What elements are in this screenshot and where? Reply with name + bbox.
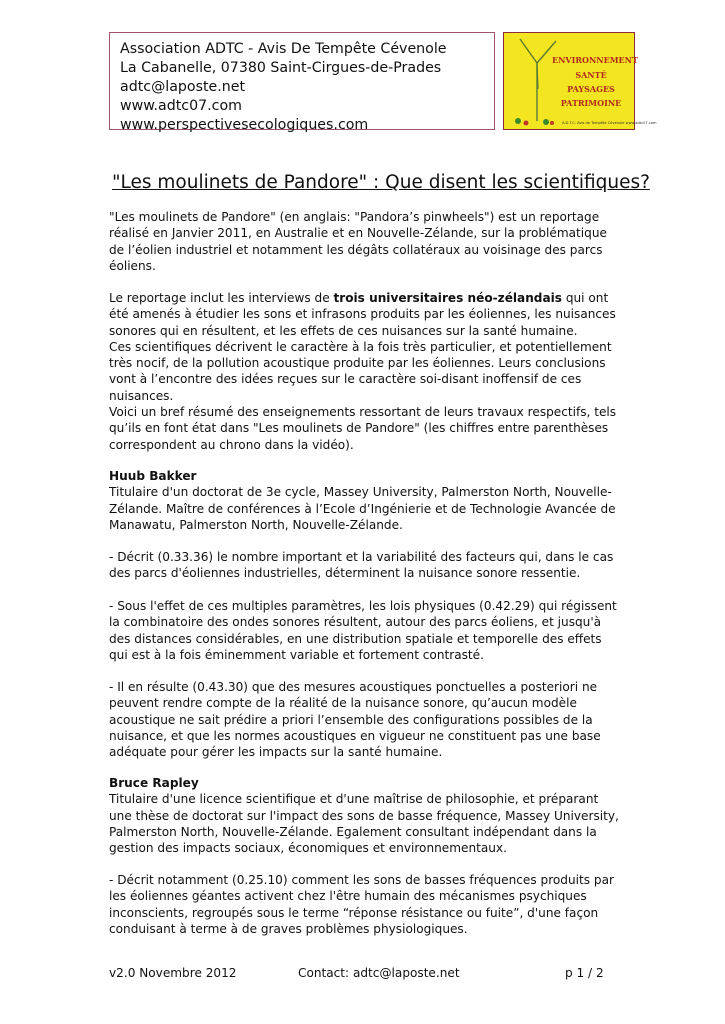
logo-text-paysages: PAYSAGES: [567, 84, 615, 94]
scientists-description: Ces scientifiques décrivent le caractère à la fois très particulier, et potentiellement très nocif, de la pollution acoustique produite par les éoliennes. Leurs conclusions vont à l’encontre des idées reçues sur le caractère soi-disant inoffensif de ces nuisances.: [109, 339, 612, 403]
summary-intro: Voici un bref résumé des enseignements ressortant de leurs travaux respectifs, tels qu’ils en font état dans "Les moulinets de Pandore" (les chiffres entre parenthèses correspondent au chrono dans la vidéo).: [109, 405, 617, 452]
logo-text-patrimoine: PATRIMOINE: [560, 98, 622, 108]
rapley-point-1: [109, 872, 619, 937]
bakker-name: [109, 468, 619, 484]
association-website: www.adtc07.com: [120, 98, 242, 114]
page-title: "Les moulinets de Pandore" : Que disent les scientifiques?: [112, 172, 650, 193]
bakker-point-1-text: - Décrit (0.33.36) le nombre important et la variabilité des facteurs qui, dans le cas des parcs d'éoliennes industrielles, déterminent la nuisance sonore ressentie.: [109, 550, 614, 581]
interviews-section: [109, 290, 619, 453]
association-address: La Cabanelle, 07380 Saint-Cirgues-de-Prades: [120, 60, 442, 76]
footer-page-number: p 1 / 2: [565, 966, 604, 980]
bakker-point-3: [109, 679, 619, 760]
interviews-text-before: Le reportage inclut les interviews de: [109, 291, 334, 305]
intro-paragraph: [109, 209, 619, 274]
logo-text-sante: SANTÉ: [575, 70, 607, 80]
bakker-point-2: [109, 598, 619, 663]
wind-turbine-icon: [504, 33, 636, 131]
intro-text: "Les moulinets de Pandore" (en anglais: "Pandora’s pinwheels") est un reportage réalisé en Janvier 2011, en Australie et en Nouvelle-Zélande, sur la problématique de l’éolien industriel et notamment les dégâts collatéraux au voisinage des parcs éoliens.: [109, 210, 607, 273]
rapley-name: [109, 775, 619, 791]
rapley-bio: Titulaire d'une licence scientifique et d'une maîtrise de philosophie, et préparant une thèse de doctorat sur l'impact des sons de basse fréquence, Massey University, Palmerston North, Nouvelle-Zélande. Egalement consultant indépendant dans la gestion des impacts sociaux, économiques et environnementaux.: [109, 792, 619, 856]
letterhead-box: [109, 32, 495, 133]
bakker-point-1: [109, 549, 619, 582]
rapley-name-text: Bruce Rapley: [109, 776, 199, 790]
interviews-bold-text: trois universitaires néo-zélandais: [333, 291, 562, 305]
bakker-point-2-text: - Sous l'effet de ces multiples paramètres, les lois physiques (0.42.29) qui régissent la combinatoire des ondes sonores résultent, autour des parcs éoliens, et jusqu'à des distances considérables, en une distribution spatiale et temporelle des effets qui est à la fois éminemment variable et fortement contrasté.: [109, 599, 617, 662]
bakker-bio: Titulaire d'un doctorat de 3e cycle, Massey University, Palmerston North, Nouvelle-Zélande. Maître de conférences à l’Ecole d’Ingénierie et de Technologie Avancée de Manawatu, Palmerston North, Nouvelle-Zélande.: [109, 485, 616, 532]
association-email: adtc@laposte.net: [120, 79, 246, 95]
logo-caption-text: A.D.T.C. Avis de Tempête Cévenole: [562, 121, 625, 125]
logo-caption-url: www.adtc07.com: [625, 121, 657, 125]
rapley-section: [109, 775, 619, 856]
bakker-point-3-text: - Il en résulte (0.43.30) que des mesures acoustiques ponctuelles a posteriori ne peuvent rendre compte de la réalité de la nuisance sonore, qu’aucun modèle acoustique ne sait prédire a priori l’ensemble des configurations possibles de la nuisance, et que les normes acoustiques en vigueur ne constituent pas une base adéquate pour gérer les impacts sur la santé humaine.: [109, 680, 601, 760]
logo-text-environnement: ENVIRONNEMENT: [552, 55, 638, 65]
footer-contact: Contact: adtc@laposte.net: [298, 966, 460, 980]
association-name: Association ADTC - Avis De Tempête Cévenole: [120, 41, 447, 57]
bakker-section: [109, 468, 619, 533]
rapley-point-1-text: - Décrit notamment (0.25.10) comment les sons de basses fréquences produits par les éoliennes géantes activent chez l'être humain des mécanismes psychiques inconscients, regroupés sous le terme “réponse résistance ou fuite”, d'une façon conduisant à terme à de graves problèmes physiologiques.: [109, 873, 614, 936]
association-logo: [503, 32, 657, 130]
footer-version: v2.0 Novembre 2012: [109, 966, 237, 980]
interviews-text-after: qui ont été amenés à étudier les sons et infrasons produits par les éoliennes, les nuisances sonores qui en résultent, et les effets de ces nuisances sur la santé humaine.: [109, 291, 616, 338]
association-website-2: www.perspectivesecologiques.com: [120, 117, 369, 133]
bakker-name-text: Huub Bakker: [109, 469, 197, 483]
logo-caption: [562, 121, 657, 125]
interviews-paragraph: [109, 290, 619, 339]
